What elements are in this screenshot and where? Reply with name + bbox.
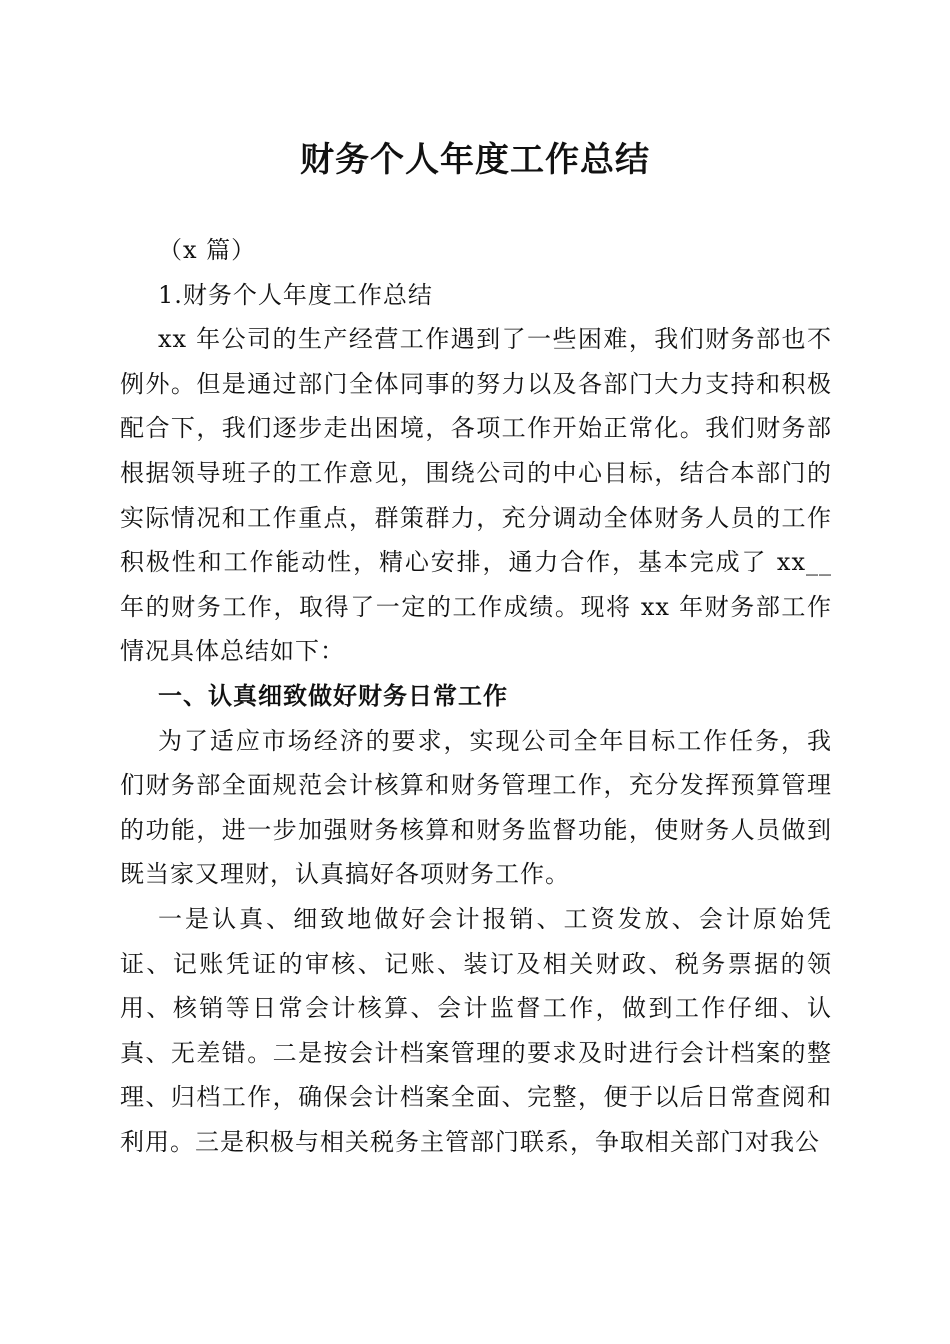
- document-title: 财务个人年度工作总结: [300, 140, 650, 180]
- document-body: [120, 228, 832, 1164]
- paragraph-intro: xx 年公司的生产经营工作遇到了一些困难，我们财务部也不例外。但是通过部门全体同事的努力以及各部门大力支持和积极配合下，我们逐步走出困境，各项工作开始正常化。我们财务部根据领导班子的工作意见，围绕公司的中心目标，结合本部门的实际情况和工作重点，群策群力，充分调动全体财务人员的工作积极性和工作能动性，精心安排，通力合作，基本完成了 xx__年的财务工作，取得了一定的工作成绩。现将 xx 年财务部工作情况具体总结如下：: [120, 325, 832, 666]
- paragraph-section-1-intro: 为了适应市场经济的要求，实现公司全年目标工作任务，我们财务部全面规范会计核算和财务管理工作，充分发挥预算管理的功能，进一步加强财务核算和财务监督功能，使财务人员做到既当家又理财，认真搞好各项财务工作。: [120, 726, 832, 889]
- item-label: 1.财务个人年度工作总结: [158, 280, 433, 309]
- section-heading-1: 一、认真细致做好财务日常工作: [158, 681, 508, 710]
- document-subtitle: （x 篇）: [158, 236, 257, 264]
- paragraph-section-1-details: 一是认真、细致地做好会计报销、工资发放、会计原始凭证、记账凭证的审核、记账、装订及相关财政、税务票据的领用、核销等日常会计核算、会计监督工作，做到工作仔细、认真、无差错。二是按会计档案管理的要求及时进行会计档案的整理、归档工作，确保会计档案全面、完整，便于以后日常查阅和利用。三是积极与相关税务主管部门联系，争取相关部门对我公: [120, 904, 832, 1156]
